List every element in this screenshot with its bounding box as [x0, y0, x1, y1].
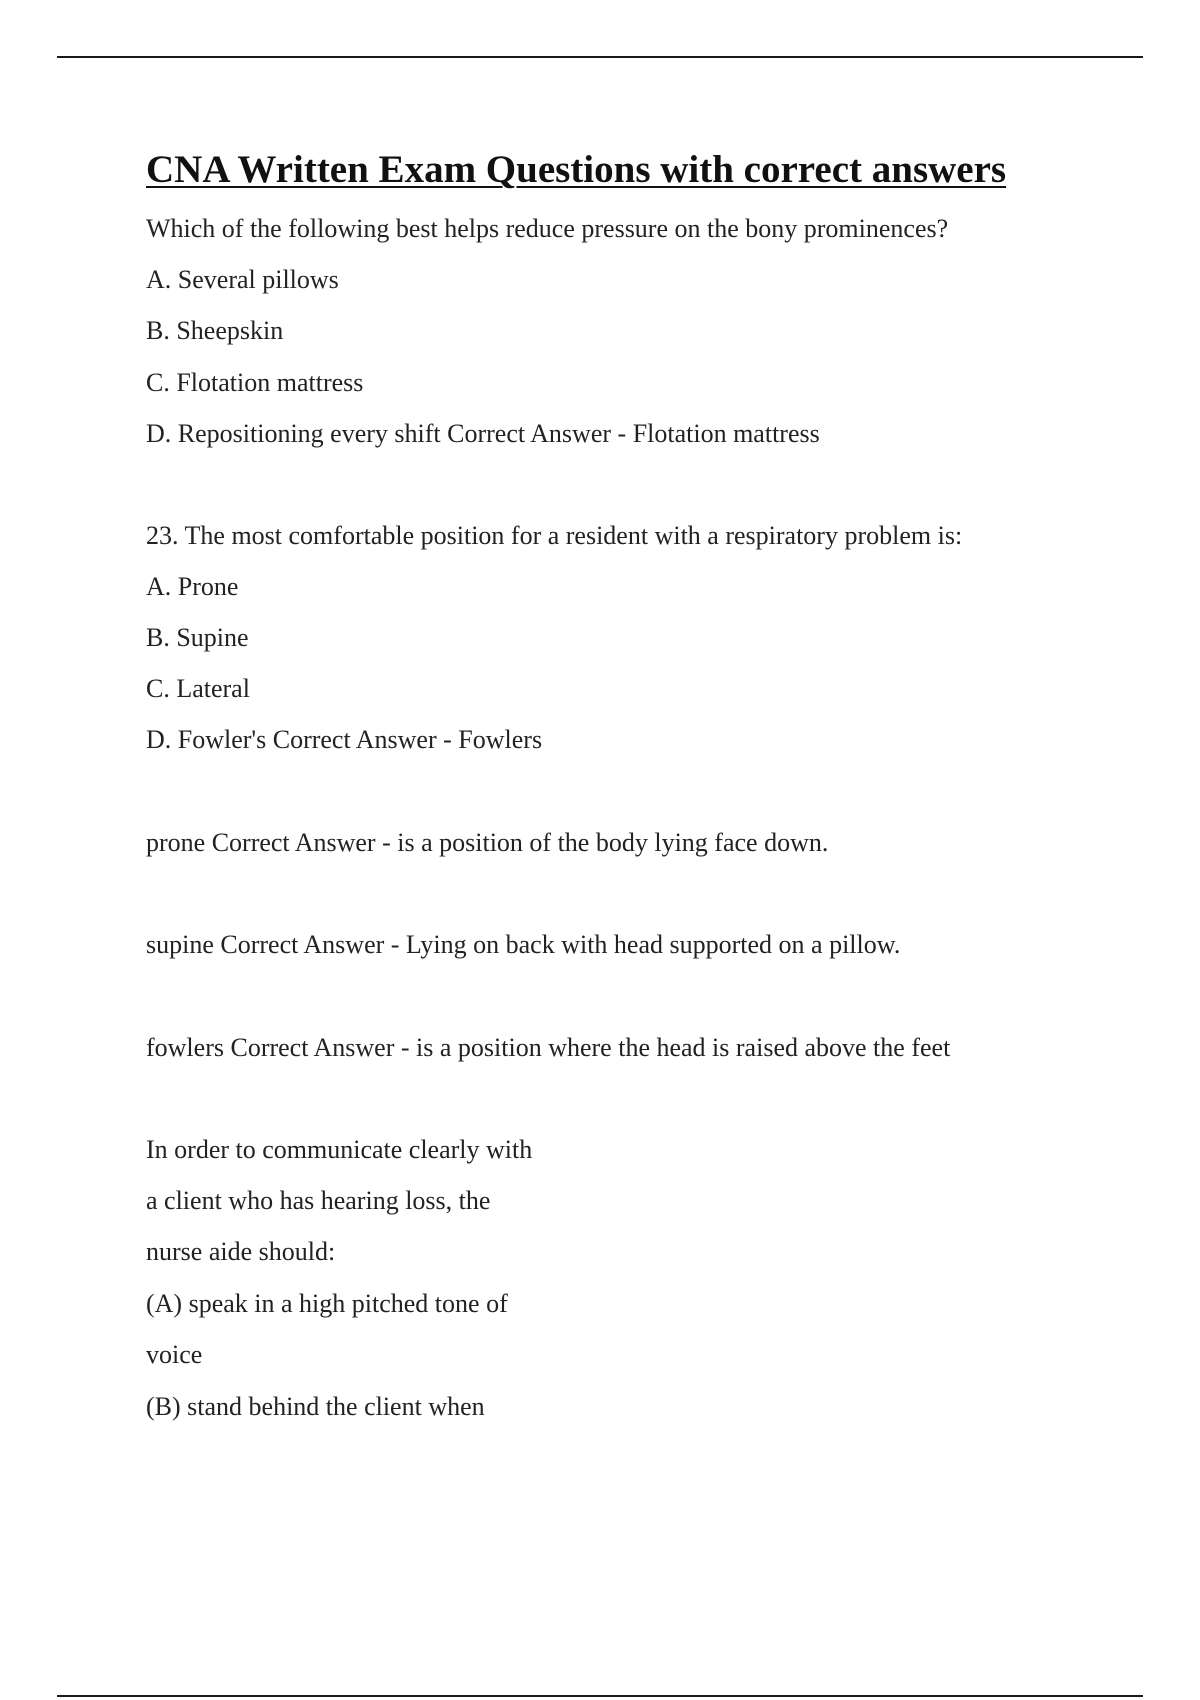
question-1-prompt: Which of the following best helps reduce pressure on the bony prominences?	[146, 214, 949, 243]
question-23-option-a: A. Prone	[146, 572, 239, 601]
question-23-option-d-answer: D. Fowler's Correct Answer - Fowlers	[146, 725, 543, 754]
hearing-question-option-b: (B) stand behind the client when	[146, 1392, 485, 1421]
question-1-option-d-answer: D. Repositioning every shift Correct Answer - Flotation mattress	[146, 419, 820, 448]
hearing-question-line-3: nurse aide should:	[146, 1237, 336, 1266]
question-23-prompt: 23. The most comfortable position for a resident with a respiratory problem is:	[146, 521, 963, 550]
hearing-question-option-a: (A) speak in a high pitched tone of	[146, 1289, 508, 1318]
question-1-option-c: C. Flotation mattress	[146, 368, 364, 397]
definition-supine: supine Correct Answer - Lying on back with head supported on a pillow.	[146, 930, 901, 959]
footer-rule	[57, 1695, 1143, 1697]
definition-prone: prone Correct Answer - is a position of the body lying face down.	[146, 828, 829, 857]
definition-fowlers: fowlers Correct Answer - is a position where the head is raised above the feet	[146, 1033, 951, 1062]
header-rule	[57, 56, 1143, 58]
page-title: CNA Written Exam Questions with correct answers	[146, 148, 1007, 191]
question-23-option-c: C. Lateral	[146, 674, 250, 703]
question-1-option-b: B. Sheepskin	[146, 316, 284, 345]
hearing-question-line-2: a client who has hearing loss, the	[146, 1186, 491, 1215]
question-23-option-b: B. Supine	[146, 623, 249, 652]
hearing-question-line-1: In order to communicate clearly with	[146, 1135, 533, 1164]
hearing-question-option-a-cont: voice	[146, 1340, 203, 1369]
question-1-option-a: A. Several pillows	[146, 265, 339, 294]
